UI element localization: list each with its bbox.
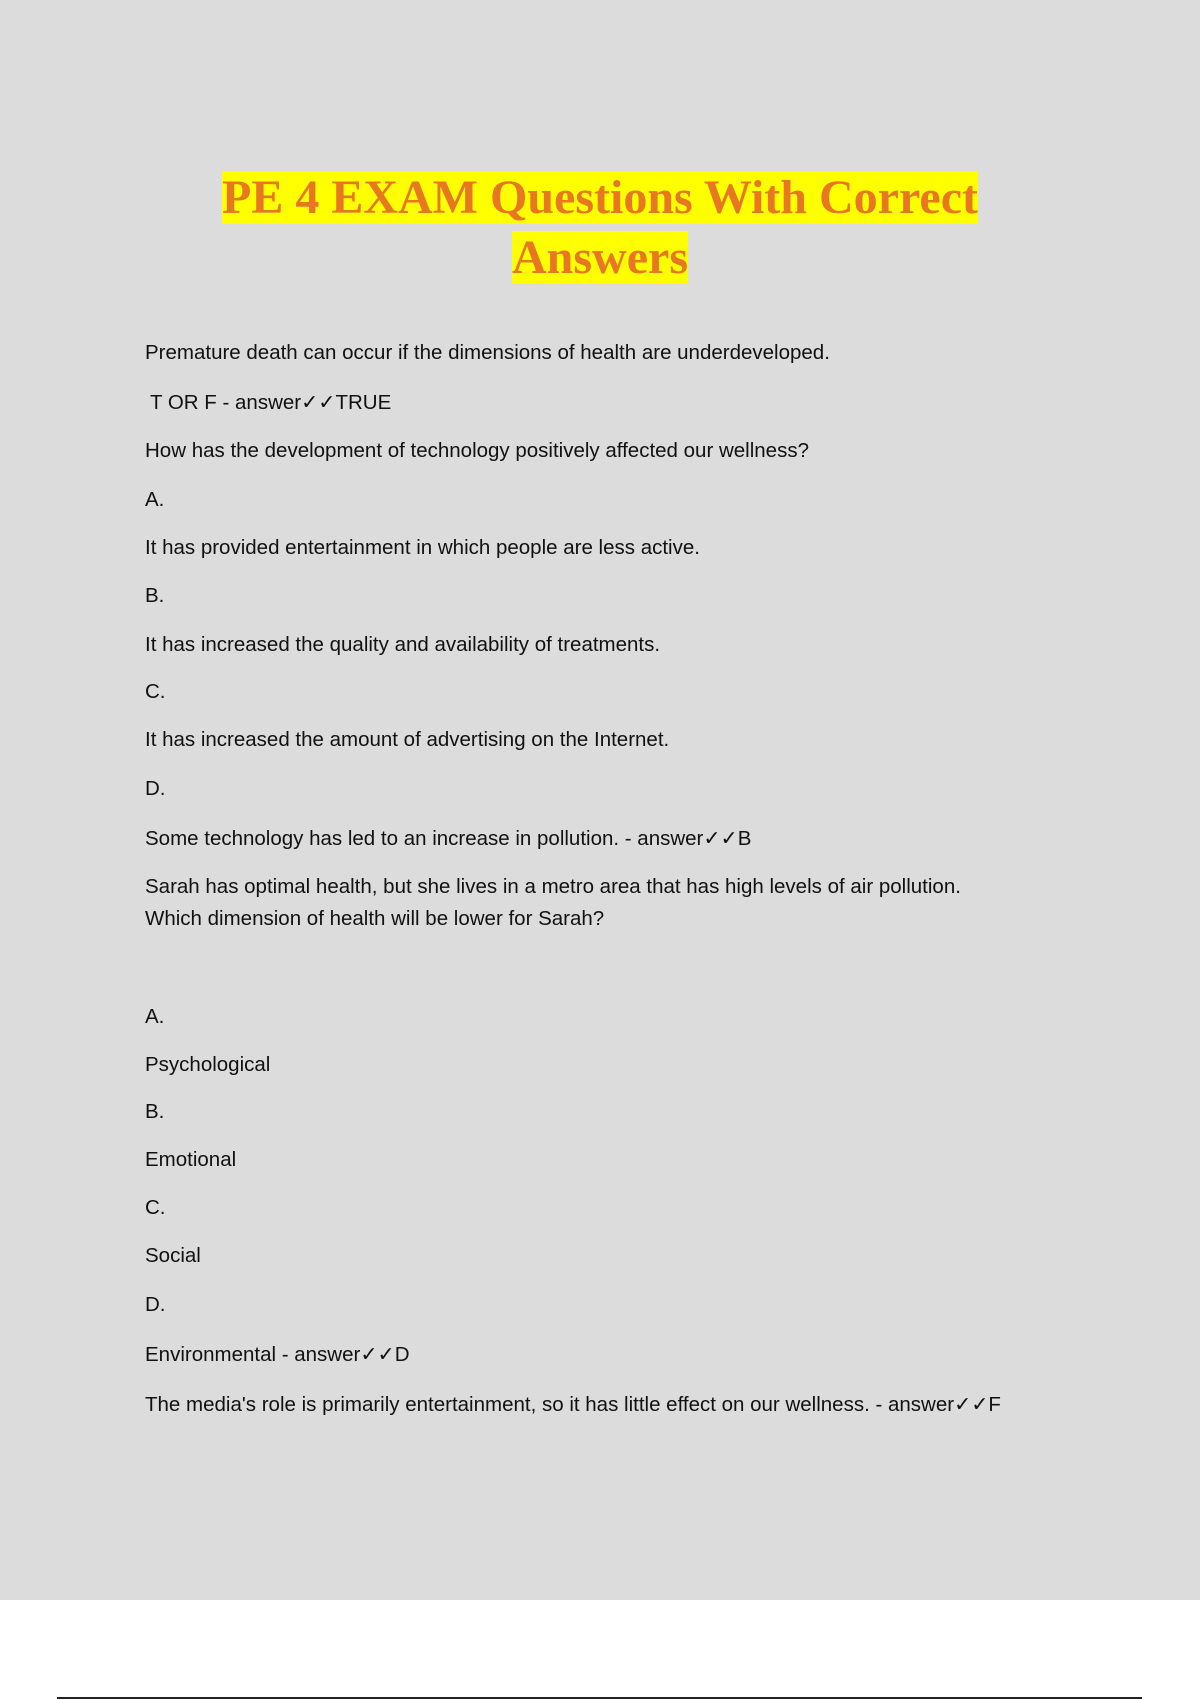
option-letter: A.	[145, 1005, 165, 1028]
option-text: It has provided entertainment in which people are less active.	[145, 536, 700, 559]
option-letter: A.	[145, 488, 165, 511]
answer-line: Environmental - answer✓✓D	[145, 1343, 410, 1366]
question-answer-line: The media's role is primarily entertainment, so it has little effect on our wellness. - answer✓✓F	[145, 1393, 1001, 1416]
answer-line: Some technology has led to an increase in pollution. - answer✓✓B	[145, 827, 752, 850]
option-letter: B.	[145, 1100, 165, 1123]
question-text: Which dimension of health will be lower for Sarah?	[145, 907, 605, 930]
question-text: How has the development of technology positively affected our wellness?	[145, 439, 809, 462]
option-text: Emotional	[145, 1148, 237, 1171]
footer-divider	[57, 1697, 1142, 1699]
option-text: It has increased the amount of advertising on the Internet.	[145, 728, 670, 751]
question-text: Sarah has optimal health, but she lives in a metro area that has high levels of air pollution.	[145, 875, 961, 898]
option-letter: D.	[145, 1293, 166, 1316]
question-text: Premature death can occur if the dimensions of health are underdeveloped.	[145, 341, 830, 364]
option-letter: B.	[145, 584, 165, 607]
title-highlight: PE 4 EXAM Questions With Correct	[222, 171, 978, 224]
option-letter: C.	[145, 680, 166, 703]
title-highlight: Answers	[512, 231, 688, 284]
option-text: Psychological	[145, 1053, 271, 1076]
option-letter: C.	[145, 1196, 166, 1219]
option-text: It has increased the quality and availability of treatments.	[145, 633, 661, 656]
answer-line: T OR F - answer✓✓TRUE	[150, 391, 392, 414]
option-text: Social	[145, 1244, 201, 1267]
option-letter: D.	[145, 777, 166, 800]
document-title-line-1	[0, 168, 1200, 228]
document-title-line-2	[0, 228, 1200, 288]
